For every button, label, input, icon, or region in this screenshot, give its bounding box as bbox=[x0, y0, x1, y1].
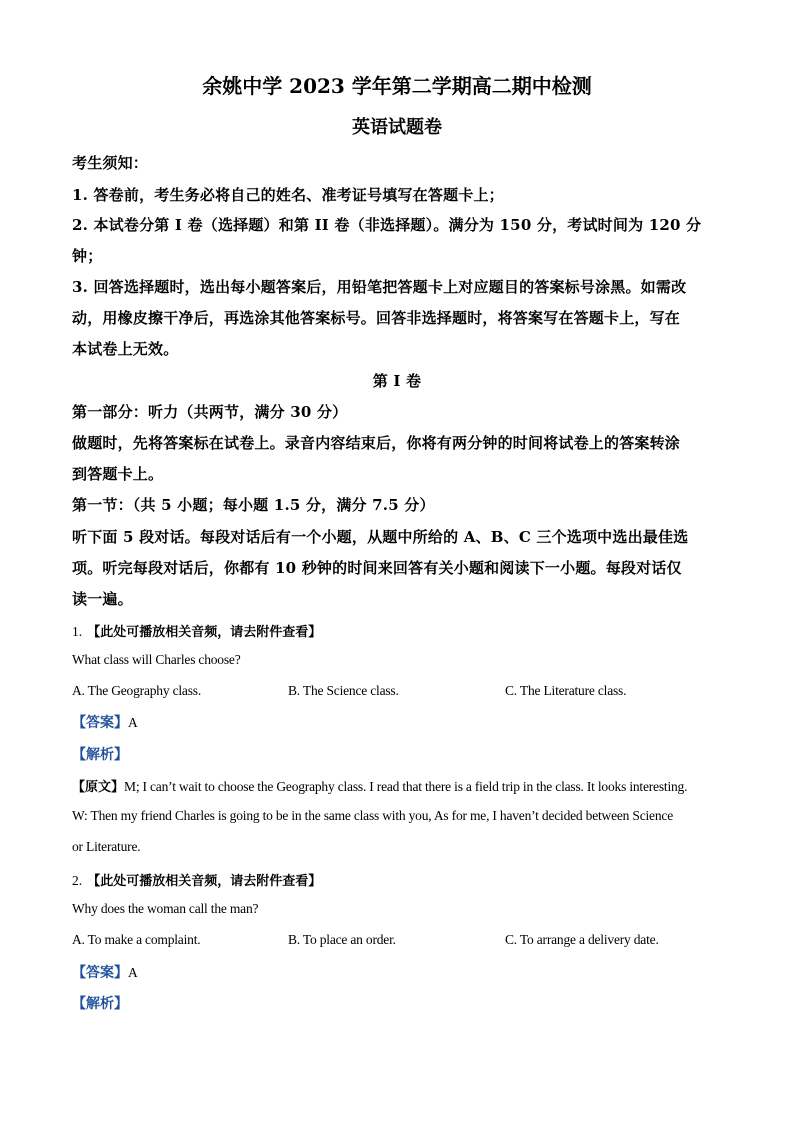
section1-heading: 第一节：（共 5 小题；每小题 1.5 分，满分 7.5 分） bbox=[72, 496, 435, 514]
volume-heading: 第 I 卷 bbox=[372, 372, 422, 390]
question-2-text: Why does the woman call the man? bbox=[72, 901, 259, 916]
notice-item-3-line1: 3. 回答选择题时，选出每小题答案后，用铅笔把答题卡上对应题目的答案标号涂黑。如需改 bbox=[72, 278, 687, 296]
question-number: 2. bbox=[72, 873, 83, 888]
question-1-audio-row bbox=[72, 621, 321, 640]
question-2-option-c: C. To arrange a delivery date. bbox=[505, 932, 659, 947]
question-2-audio-row bbox=[72, 870, 321, 889]
question-1-option-c: C. The Literature class. bbox=[505, 683, 627, 698]
transcript-text: M; I can’t wait to choose the Geography class. I read that there is a field trip in the class. It looks interesting. bbox=[124, 779, 688, 794]
transcript-label: 【原文】 bbox=[72, 780, 125, 795]
question-1-option-b: B. The Science class. bbox=[288, 683, 399, 698]
question-2-answer-row bbox=[72, 962, 138, 982]
question-1-transcript-line3: or Literature. bbox=[72, 839, 141, 854]
answer-label: 【答案】 bbox=[72, 965, 128, 981]
section1-instruction-line1: 听下面 5 段对话。每段对话后有一个小题，从题中所给的 A、B、C 三个选项中选出最佳选 bbox=[72, 528, 689, 546]
answer-label: 【答案】 bbox=[72, 715, 128, 731]
audio-note: 【此处可播放相关音频，请去附件查看】 bbox=[87, 874, 322, 889]
answer-value: A bbox=[128, 715, 138, 730]
notice-item-1: 1. 答卷前，考生务必将自己的姓名、准考证号填写在答题卡上； bbox=[72, 186, 504, 204]
notice-item-2-line2: 钟； bbox=[72, 247, 103, 265]
exam-title: 余姚中学 2023 学年第二学期高二期中检测 bbox=[202, 74, 592, 98]
part1-instruction-line2: 到答题卡上。 bbox=[72, 465, 164, 483]
section1-instruction-line3: 读一遍。 bbox=[72, 590, 133, 608]
notice-item-3-line2: 动，用橡皮擦干净后，再选涂其他答案标号。回答非选择题时，将答案写在答题卡上，写在 bbox=[72, 309, 681, 327]
section1-instruction-line2: 项。听完每段对话后，你都有 10 秒钟的时间来回答有关小题和阅读下一小题。每段对话仅 bbox=[72, 559, 682, 577]
part1-heading: 第一部分：听力（共两节，满分 30 分） bbox=[72, 403, 348, 421]
question-2-option-a: A. To make a complaint. bbox=[72, 932, 201, 947]
question-2-analysis-label: 【解析】 bbox=[72, 996, 128, 1012]
question-1-answer-row bbox=[72, 712, 138, 732]
question-number: 1. bbox=[72, 624, 83, 639]
question-1-text: What class will Charles choose? bbox=[72, 652, 241, 667]
question-2-option-b: B. To place an order. bbox=[288, 932, 396, 947]
audio-note: 【此处可播放相关音频，请去附件查看】 bbox=[87, 625, 322, 640]
notice-item-3-line3: 本试卷上无效。 bbox=[72, 340, 179, 358]
notice-heading: 考生须知： bbox=[72, 154, 149, 172]
notice-item-2-line1: 2. 本试卷分第 I 卷（选择题）和第 II 卷（非选择题）。满分为 150 分，考试时间为 120 分 bbox=[72, 216, 702, 234]
question-1-option-a: A. The Geography class. bbox=[72, 683, 201, 698]
exam-subtitle: 英语试题卷 bbox=[352, 117, 442, 138]
question-1-transcript-line2: W: Then my friend Charles is going to be in the same class with you, As for me, I haven’t decided between Science bbox=[72, 808, 673, 823]
question-1-transcript-line1 bbox=[72, 776, 687, 795]
part1-instruction-line1: 做题时，先将答案标在试卷上。录音内容结束后，你将有两分钟的时间将试卷上的答案转涂 bbox=[72, 434, 681, 452]
answer-value: A bbox=[128, 965, 138, 980]
question-1-analysis-label: 【解析】 bbox=[72, 747, 128, 763]
